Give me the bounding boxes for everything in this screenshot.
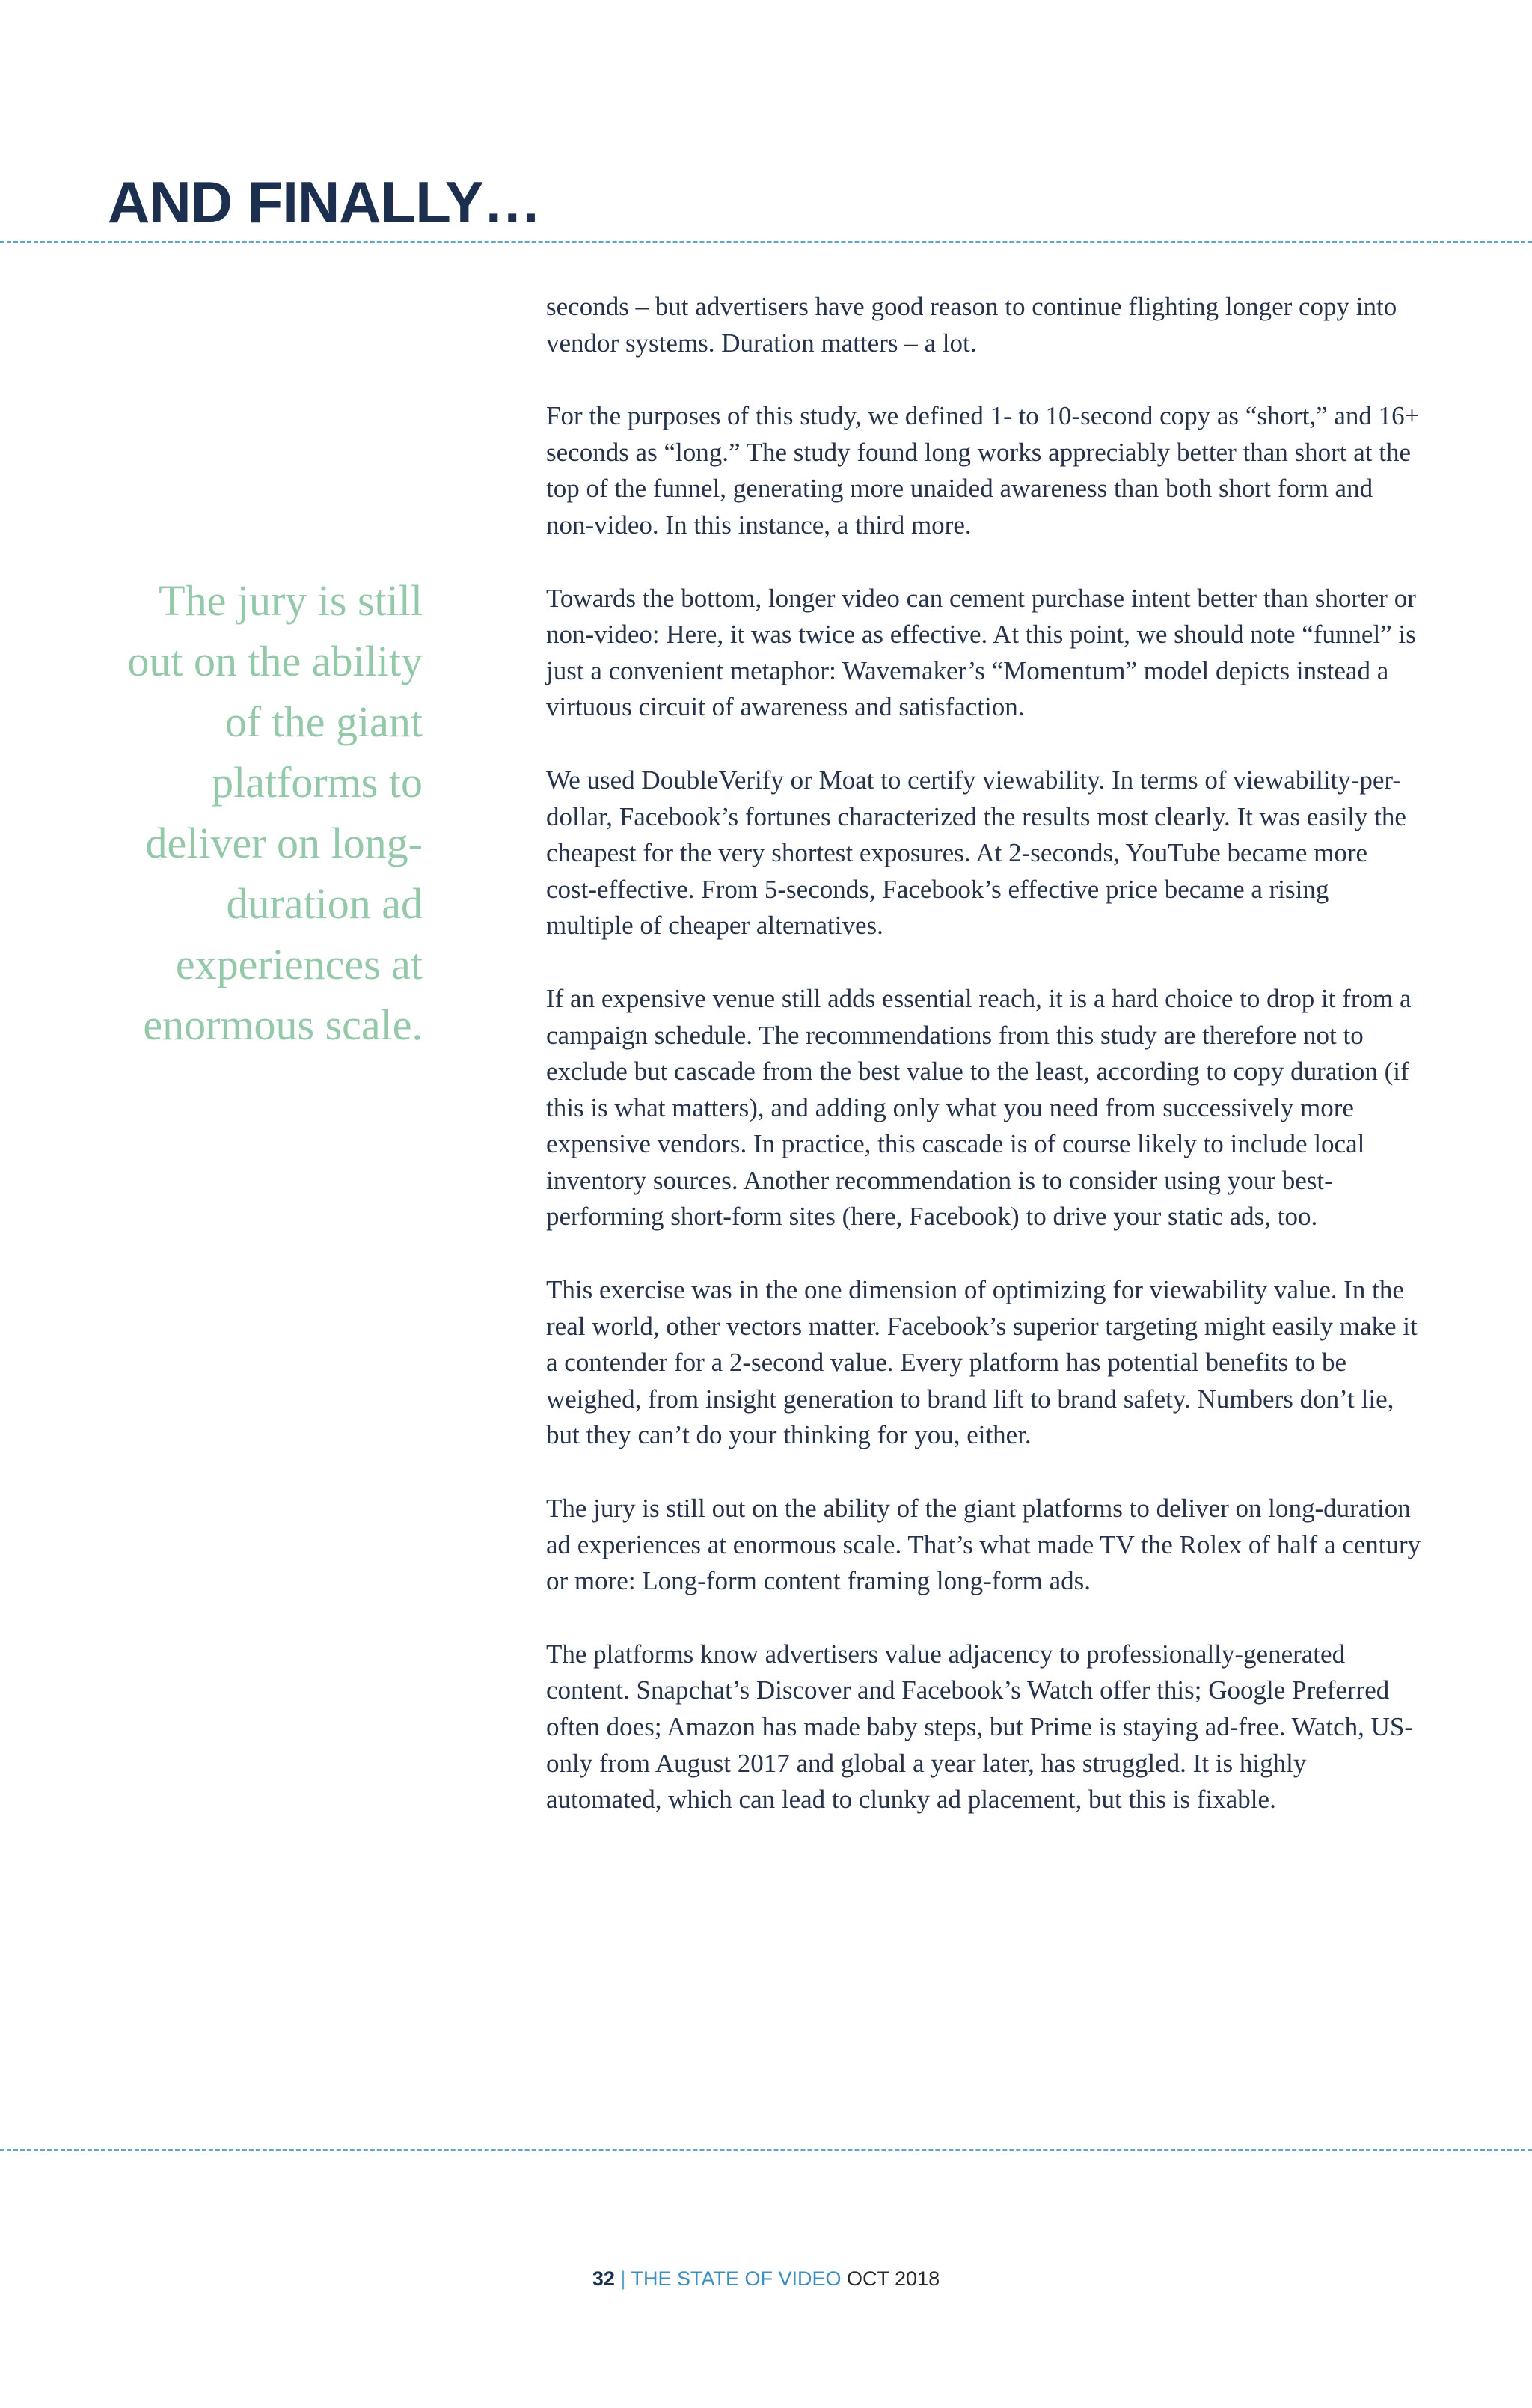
footer-date: OCT 2018 [847,2267,940,2290]
body-paragraph: seconds – but advertisers have good reason to continue flighting longer copy into vendor systems. Duration matters – a lot. [546,292,1397,358]
body-paragraph: We used DoubleVerify or Moat to certify viewability. In terms of viewability-per-dollar, Facebook’s fortunes characterized the results most clearly. It was easily the cheapest for the very shortest exposures. At 2-seconds, YouTube became more cost-effective. From 5-seconds, Facebook’s effective price became a rising multiple of cheaper alternatives. [546,765,1406,941]
body-paragraph: Towards the bottom, longer video can cement purchase intent better than shorter or non-video: Here, it was twice as effective. At this point, we should note “funnel” is just a convenient metaphor: Wavemaker’s “Momentum” model depicts instead a virtuous circuit of awareness and satisfaction. [546,583,1416,722]
page-footer [0,2267,1532,2291]
body-paragraph: This exercise was in the one dimension of optimizing for viewability value. In the real world, other vectors matter. Facebook’s superior targeting might easily make it a contender for a 2-second value. Every platform has potential benefits to be weighed, from insight generation to brand lift to brand safety. Numbers don’t lie, but they can’t do your thinking for you, either. [546,1275,1418,1450]
page-number: 32 [592,2267,615,2290]
body-paragraph: The jury is still out on the ability of the giant platforms to deliver on long-duration ad experiences at enormous scale. That’s what made TV the Rolex of half a century or more: Long-form content framing long-form ads. [546,1494,1421,1596]
pull-quote: The jury is still out on the ability of the giant platforms to deliver on long-duration ad experiences at enormous scale. [127,576,423,1049]
bottom-dashed-divider [0,2149,1532,2151]
footer-separator: | [620,2267,626,2290]
body-paragraph: If an expensive venue still adds essential reach, it is a hard choice to drop it from a campaign schedule. The recommendations from this study are therefore not to exclude but cascade from the best value to the least, according to copy duration (if this is what matters), and adding only what you need from successively more expensive vendors. In practice, this cascade is of course likely to include local inventory sources. Another recommendation is to consider using your best-performing short-form sites (here, Facebook) to drive your static ads, too. [546,983,1412,1232]
top-dashed-divider [0,241,1532,243]
body-paragraph: The platforms know advertisers value adjacency to professionally-generated content. Snapchat’s Discover and Facebook’s Watch offer this; Google Preferred often does; Amazon has made baby steps, but Prime is staying ad-free. Watch, US-only from August 2017 and global a year later, has struggled. It is highly automated, which can lead to clunky ad placement, but this is fixable. [546,1639,1414,1815]
page-title: AND FINALLY… [108,169,541,235]
body-copy [546,289,1421,1855]
footer-report-name: THE STATE OF VIDEO [631,2267,842,2290]
body-paragraph: For the purposes of this study, we defined 1- to 10-second copy as “short,” and 16+ seconds as “long.” The study found long works appreciably better than short at the top of the funnel, generating more unaided awareness than both short form and non-video. In this instance, a third more. [546,401,1420,540]
